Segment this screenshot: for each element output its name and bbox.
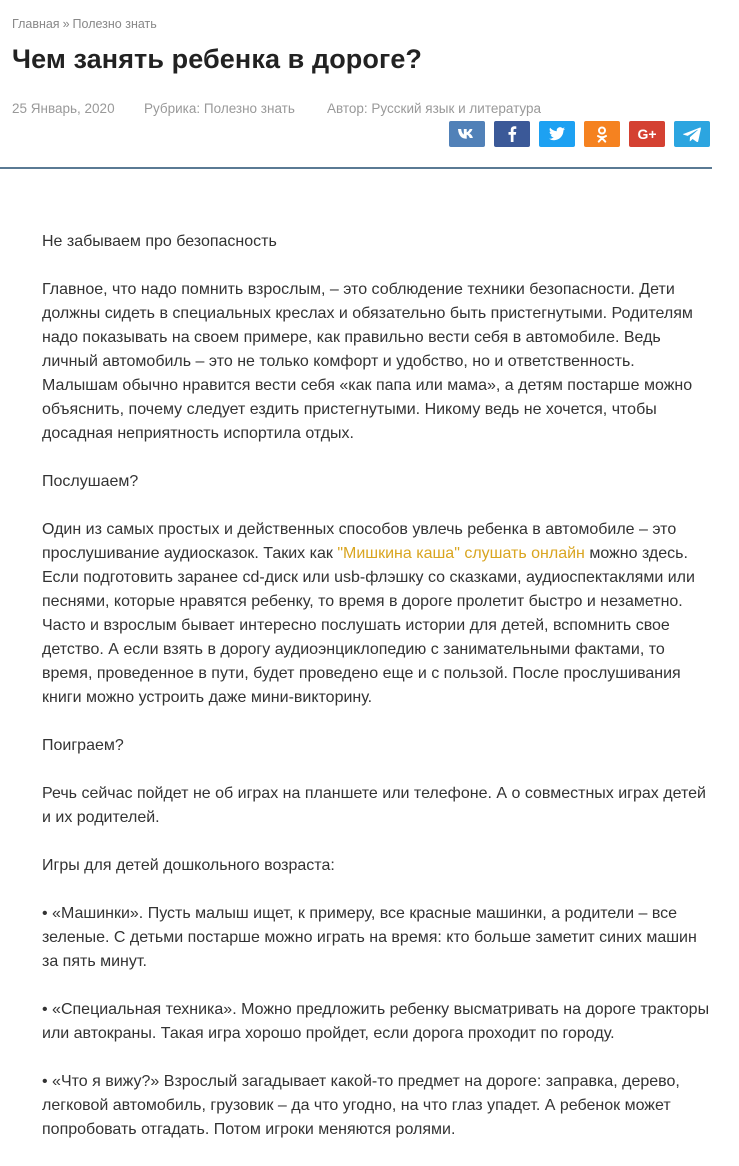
share-google-plus-button[interactable] (629, 121, 665, 147)
paragraph-safety-heading: Не забываем про безопасность (42, 233, 277, 250)
breadcrumb-separator: » (62, 17, 70, 31)
header-divider (0, 167, 712, 169)
paragraph-play-heading: Поиграем? (42, 737, 124, 754)
share-odnoklassniki-button[interactable] (584, 121, 620, 147)
paragraph-listen-text-before: Один из самых простых и действенных способов увлечь ребенка в автомобиле – это прослушивание аудиосказок. Таких как (42, 521, 677, 562)
telegram-icon (683, 127, 701, 142)
share-telegram-button[interactable] (674, 121, 710, 147)
breadcrumb-current-link[interactable]: Полезно знать (72, 17, 157, 31)
paragraph-listen-text-after: можно здесь. Если подготовить заранее cd-диск или usb-флэшку со сказками, аудиоспектаклями или песнями, которые нравятся ребенку, то время в дороге пролетит быстро и незаметно. Часто и взрослым бывает интересно послушать истории для детей, вспомнить свое детство. А если взять в дорогу аудиоэнциклопедию с занимательными фактами, то время, проведенное в пути, будет проведено еще и с пользой. После прослушивания книги можно устроить даже мини-викторину. (42, 545, 695, 706)
breadcrumb (12, 17, 157, 31)
facebook-icon (507, 126, 517, 142)
share-facebook-button[interactable] (494, 121, 530, 147)
list-item-cars: • «Машинки». Пусть малыш ищет, к примеру, все красные машинки, а родители – все зеленые. С детьми постарше можно играть на время: кто больше заметит синих машин за пять минут. (42, 905, 697, 970)
share-vk-button[interactable] (449, 121, 485, 147)
breadcrumb-home-link[interactable]: Главная (12, 17, 60, 31)
paragraph-listen (42, 518, 714, 710)
list-item-special-vehicles: • «Специальная техника». Можно предложить ребенку высматривать на дороге тракторы или автокраны. Такая игра хорошо пройдет, если дорога проходит по городу. (42, 1001, 710, 1042)
article-author-link[interactable]: Автор: Русский язык и литература (327, 101, 542, 116)
google-plus-icon: G+ (637, 126, 657, 142)
odnoklassniki-icon (596, 126, 608, 143)
audio-tale-link[interactable]: "Мишкина каша" слушать онлайн (337, 545, 585, 562)
share-buttons (449, 121, 710, 147)
paragraph-safety: Главное, что надо помнить взрослым, – это соблюдение техники безопасности. Дети должны сидеть в специальных креслах и обязательно быть пристегнутыми. Родителям надо показывать на своем примере, как правильно вести себя в автомобиле. Ведь личный автомобиль – это не только комфорт и удобство, но и ответственность. Малышам обычно нравится вести себя «как папа или мама», а детям постарше можно объяснить, почему следует ездить пристегнутыми. Никому ведь не хочется, чтобы досадная неприятность испортила отдых. (42, 281, 693, 442)
article-category-link[interactable]: Рубрика: Полезно знать (144, 101, 295, 116)
article-meta (12, 101, 541, 116)
paragraph-listen-heading: Послушаем? (42, 473, 139, 490)
paragraph-games-heading: Игры для детей дошкольного возраста: (42, 857, 335, 874)
page-title: Чем занять ребенка в дороге? (12, 44, 423, 74)
twitter-icon (549, 127, 565, 141)
share-twitter-button[interactable] (539, 121, 575, 147)
list-item-what-i-see: • «Что я вижу?» Взрослый загадывает какой-то предмет на дороге: заправка, дерево, легковой автомобиль, грузовик – да что угодно, на что глаз упадет. А ребенок может попробовать отгадать. Потом игроки меняются ролями. (42, 1073, 680, 1138)
vk-icon (457, 128, 477, 140)
article-body (42, 230, 714, 1166)
article-date: 25 Январь, 2020 (12, 101, 115, 116)
paragraph-play: Речь сейчас пойдет не об играх на планшете или телефоне. А о совместных играх детей и их родителей. (42, 785, 706, 826)
